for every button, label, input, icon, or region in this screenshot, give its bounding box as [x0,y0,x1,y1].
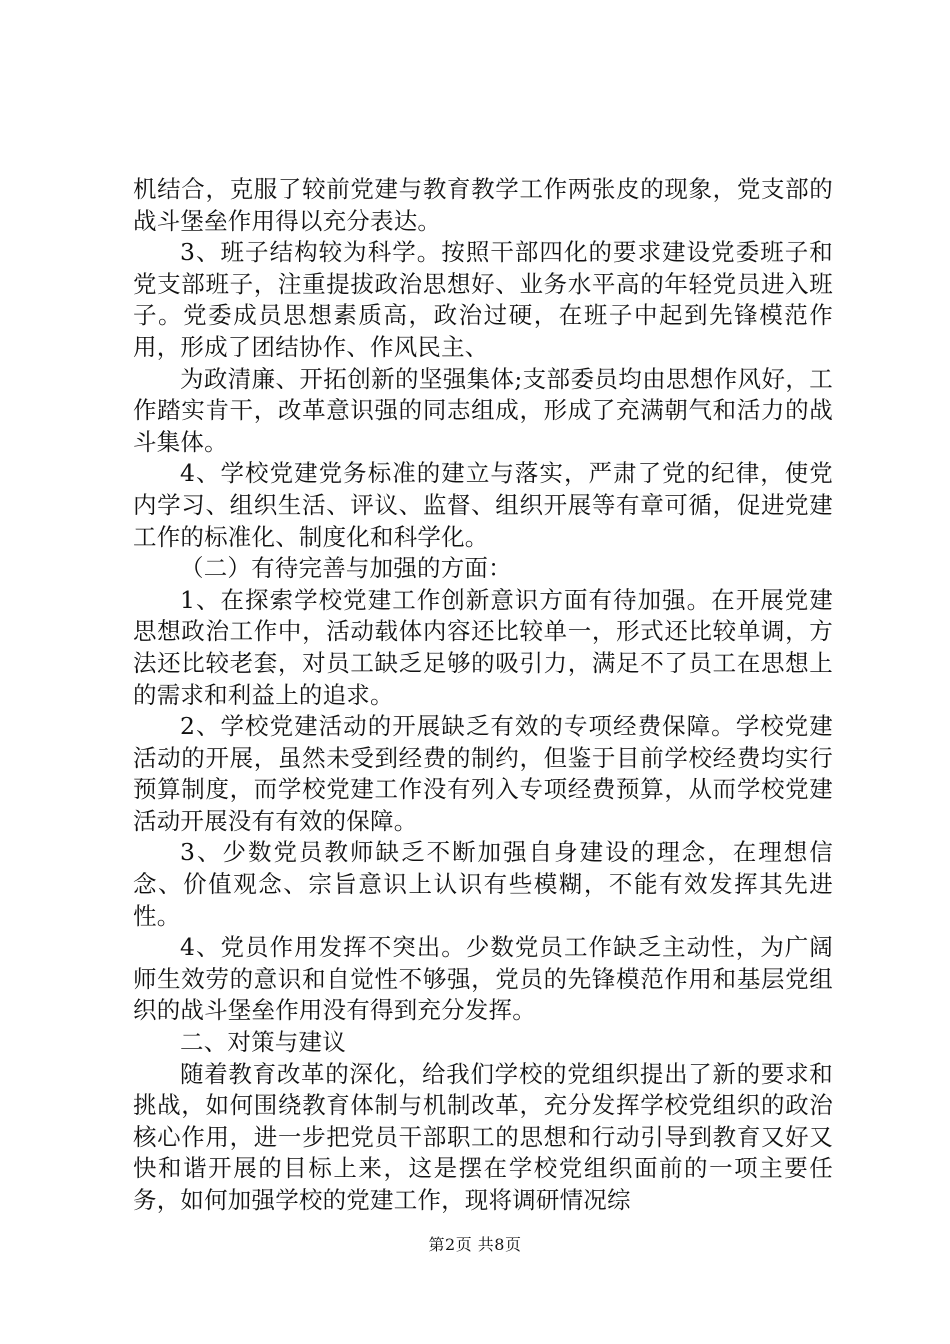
document-body [133,174,833,1217]
paragraph-continuation: 机结合，克服了较前党建与教育教学工作两张皮的现象，党支部的战斗堡垒作用得以充分表达。 [133,175,833,235]
section-heading-countermeasures: 二、对策与建议 [180,1028,346,1057]
paragraph-countermeasures-intro: 随着教育改革的深化，给我们学校的党组织提出了新的要求和挑战，如何围绕教育体制与机制改革，充分发挥学校党组织的政治核心作用，进一步把党员干部职工的思想和行动引导到教育又好又快和谐开展的目标上来，这是摆在学校党组织面前的一项主要任务，如何加强学校的党建工作，现将调研情况综 [133,1059,833,1214]
paragraph-issue-3-self-building: 3、少数党员教师缺乏不断加强自身建设的理念，在理想信念、价值观念、宗旨意识上认识有些模糊，不能有效发挥其先进性。 [133,838,833,930]
paragraph-collective-description: 为政清廉、开拓创新的坚强集体;支部委员均由思想作风好，工作踏实肯干，改革意识强的同志组成，形成了充满朝气和活力的战斗集体。 [133,364,833,456]
subsection-heading-improvements: （二）有待完善与加强的方面： [180,554,512,583]
paragraph-issue-2-funding: 2、学校党建活动的开展缺乏有效的专项经费保障。学校党建活动的开展，虽然未受到经费的制约，但鉴于目前学校经费均实行预算制度，而学校党建工作没有列入专项经费预算，从而学校党建活动开展没有有效的保障。 [133,712,833,835]
paragraph-item-3-team-structure: 3、班子结构较为科学。按照干部四化的要求建设党委班子和党支部班子，注重提拔政治思想好、业务水平高的年轻党员进入班子。党委成员思想素质高，政治过硬，在班子中起到先锋模范作用，形成了团结协作、作风民主、 [133,238,833,361]
paragraph-issue-1-innovation: 1、在探索学校党建工作创新意识方面有待加强。在开展党建思想政治工作中，活动载体内容还比较单一，形式还比较单调，方法还比较老套，对员工缺乏足够的吸引力，满足不了员工在思想上的需求和利益上的追求。 [133,585,833,709]
paragraph-issue-4-member-role: 4、党员作用发挥不突出。少数党员工作缺乏主动性，为广阔师生效劳的意识和自觉性不够强，党员的先锋模范作用和基层党组织的战斗堡垒作用没有得到充分发挥。 [133,933,833,1025]
paragraph-item-4-standards: 4、学校党建党务标准的建立与落实，严肃了党的纪律，使党内学习、组织生活、评议、监督、组织开展等有章可循，促进党建工作的标准化、制度化和科学化。 [133,459,833,551]
page-number-footer: 第2页 共8页 [428,1235,522,1254]
